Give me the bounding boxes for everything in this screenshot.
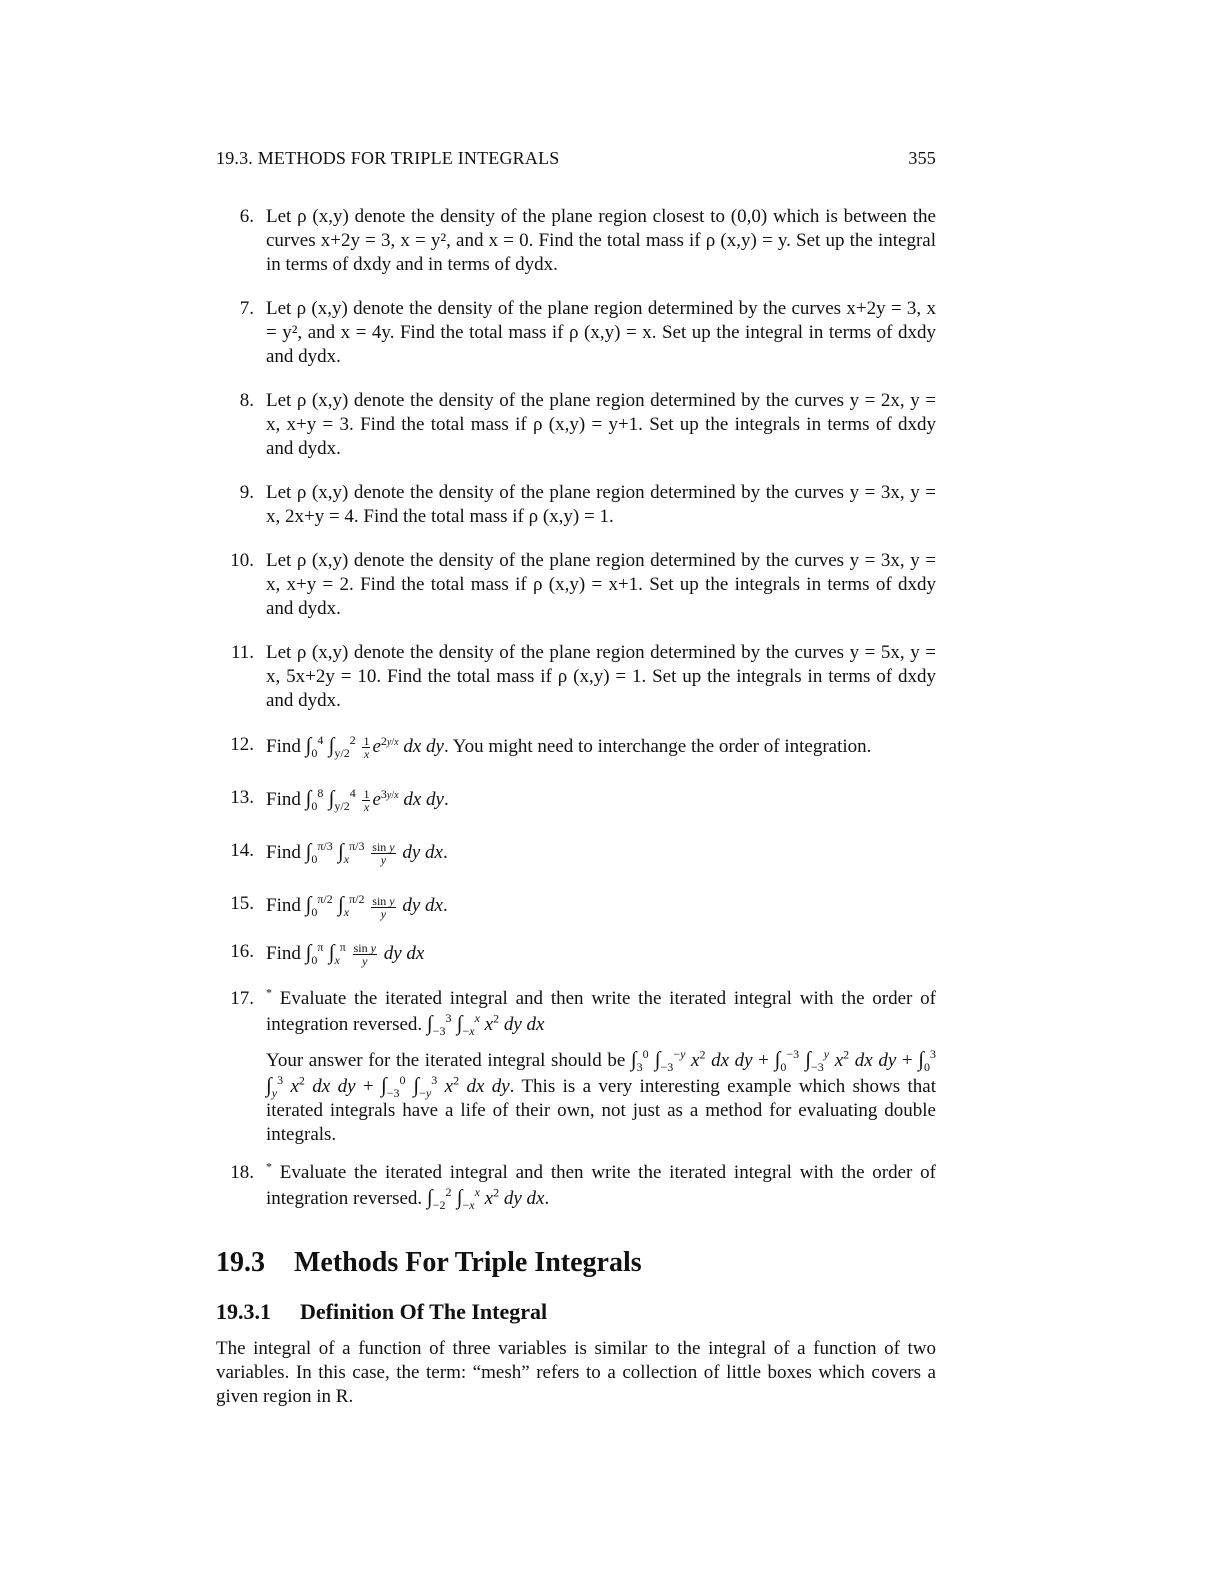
exercise-text: Let ρ (x,y) denote the density of the plane region closest to (0,0) which is between the curves x+2y = 3, x = y², and x = 0. Find the total mass if ρ (x,y) = y. Set up the integral in terms of dxdy and in terms of dydx. <box>266 206 936 275</box>
exercise-lead: Find <box>266 736 301 757</box>
running-header <box>216 148 936 169</box>
exercise-number: 10. <box>230 550 254 571</box>
exercise-11 <box>216 641 936 713</box>
integral-expression: $\int_{-3}^3$ $\int_{-x}^x$ <box>426 1010 480 1038</box>
exercise-lead: Evaluate the iterated integral and then write the iterated integral with the order of integration reversed. <box>266 987 937 1035</box>
exercise-number: 15. <box>230 893 254 915</box>
exercise-number: 12. <box>230 734 254 755</box>
exercise-number: 8. <box>239 390 254 411</box>
exercise-13: 13. Find $\int_0^8$ $\int_{y/2}^4$ $\frac{1}{x}$ $e^{3y/x}$ dx dy. <box>216 786 936 813</box>
exercise-number: 11. <box>230 642 254 663</box>
star-marker: * <box>266 1159 272 1174</box>
integral-expression: $\int_0^8$ $\int_{y/2}^4$ <box>305 786 356 814</box>
exercise-number: 13. <box>230 787 254 809</box>
section-heading <box>216 1247 936 1279</box>
subsection-number: 19.3.1 <box>216 1298 271 1324</box>
exercise-lead: Find <box>266 895 301 917</box>
exercise-7 <box>216 297 936 369</box>
exercise-text: Let ρ (x,y) denote the density of the plane region determined by the curves x+2y = 3, x = y², and x = 4y. Find the total mass if ρ (x,y) = x. Set up the integral in terms of dxdy and dydx. <box>266 298 936 367</box>
exercise-number: 16. <box>230 940 254 962</box>
integral-expression: $\int_0^{\pi/3}$ $\int_x^{\pi/3}$ <box>305 839 365 867</box>
exercise-number: 14. <box>230 840 254 862</box>
exercise-6 <box>216 205 936 277</box>
exercise-text: Let ρ (x,y) denote the density of the plane region determined by the curves y = 3x, y = x, x+y = 2. Find the total mass if ρ (x,y) = x+1. Set up the integrals in terms of dxdy and dydx. <box>266 550 936 619</box>
exercise-number: 9. <box>239 482 254 503</box>
integral-expression: $\int_0^{\pi/2}$ $\int_x^{\pi/2}$ <box>305 892 365 920</box>
exercise-list <box>216 205 936 1211</box>
exercise-text: Let ρ (x,y) denote the density of the plane region determined by the curves y = 5x, y = x, 5x+2y = 10. Find the total mass if ρ (x,y) = 1. Set up the integrals in terms of dxdy and dydx. <box>266 642 936 711</box>
exercise-lead: Find <box>266 789 301 811</box>
exercise-lead: Find <box>266 942 301 964</box>
exercise-number: 7. <box>239 298 254 319</box>
subsection-heading <box>216 1299 936 1325</box>
exercise-text: Let ρ (x,y) denote the density of the plane region determined by the curves y = 2x, y = x, x+y = 3. Find the total mass if ρ (x,y) = y+1. Set up the integrals in terms of dxdy and dydx. <box>266 390 936 459</box>
answer-expression: $\int_3^0$ $\int_{-3}^{-y}$ <box>630 1046 686 1074</box>
star-marker: * <box>266 985 272 1000</box>
subsection-title: Definition Of The Integral <box>300 1298 548 1324</box>
exercise-tail: You might need to interchange the order of integration. <box>452 736 872 757</box>
exercise-8 <box>216 389 936 461</box>
exercise-lead: Find <box>266 842 301 864</box>
integral-expression: $\int_0^4$ $\int_{y/2}^2$ <box>305 733 356 761</box>
page-number: 355 <box>908 148 936 168</box>
exercise-12: 12. Find $\int_0^4$ $\int_{y/2}^2$ $\frac{1}{x}$ $e^{2y/x}$ dx dy. You might need to interchange the order of integration. <box>216 733 936 760</box>
answer-lead: Your answer for the iterated integral should be <box>266 1049 626 1071</box>
page-content <box>216 205 936 1428</box>
exercise-10 <box>216 549 936 621</box>
exercise-number: 6. <box>239 206 254 227</box>
section-number: 19.3 <box>216 1246 265 1278</box>
exercise-lead: Evaluate the iterated integral and then write the iterated integral with the order of integration reversed. <box>266 1161 937 1209</box>
section-title: Methods For Triple Integrals <box>294 1246 642 1278</box>
answer-tail: This is a very interesting example which shows that iterated integrals have a life of their own, not just as a method for evaluating double integrals. <box>266 1075 937 1145</box>
exercise-15: 15. Find $\int_0^{\pi/2}$ $\int_x^{\pi/2}$ $\frac{\text{sin y}}{y}$ dy dx. <box>216 892 936 919</box>
exercise-9 <box>216 481 936 529</box>
exercise-18: 18. * Evaluate the iterated integral and then write the iterated integral with the order of integration reversed. $\int_{-2}^2$ $\int_{-x}^x$ $x^2$ dy dx. <box>216 1161 936 1211</box>
exercise-number: 17. <box>230 987 254 1009</box>
exercise-text: Let ρ (x,y) denote the density of the plane region determined by the curves y = 3x, y = x, 2x+y = 4. Find the total mass if ρ (x,y) = 1. <box>266 482 936 527</box>
body-paragraph: The integral of a function of three variables is similar to the integral of a function of two variables. In this case, the term: “mesh” refers to a collection of little boxes which covers a given region in R. <box>216 1337 936 1407</box>
integral-expression: $\int_{-2}^2$ $\int_{-x}^x$ <box>426 1184 480 1212</box>
exercise-16: 16. Find $\int_0^\pi$ $\int_x^\pi$ $\frac{\text{sin y}}{y}$ dy dx <box>216 940 936 967</box>
exercise-number: 18. <box>230 1161 254 1183</box>
running-title: 19.3. METHODS FOR TRIPLE INTEGRALS <box>216 148 560 168</box>
integral-expression: $\int_0^\pi$ $\int_x^\pi$ <box>305 939 346 967</box>
exercise-17: 17. * Evaluate the iterated integral and then write the iterated integral with the order of integration reversed. $\int_{-3}^3$ $\int_{-x}^x$ $x^2$ dy dx Your answer for the iterated integral should be $\int_3^0$ $\int_{-3}^{-y}$ $x^2$ dx dy + $\int_0^{-3}$ $\int_{-3}^y$ $x^2$ dx dy + $\int_0^3$ $\int_y^3$ $x^2$ dx dy + $\int_{-3}^0$ $\int_{-y}^3$ $x^2$ dx dy. This is a very interesting example which shows that iterated integrals have a life of their own, not just as a method for evaluating double integrals. <box>216 987 936 1147</box>
exercise-14: 14. Find $\int_0^{\pi/3}$ $\int_x^{\pi/3}$ $\frac{\text{sin y}}{y}$ dy dx. <box>216 839 936 866</box>
